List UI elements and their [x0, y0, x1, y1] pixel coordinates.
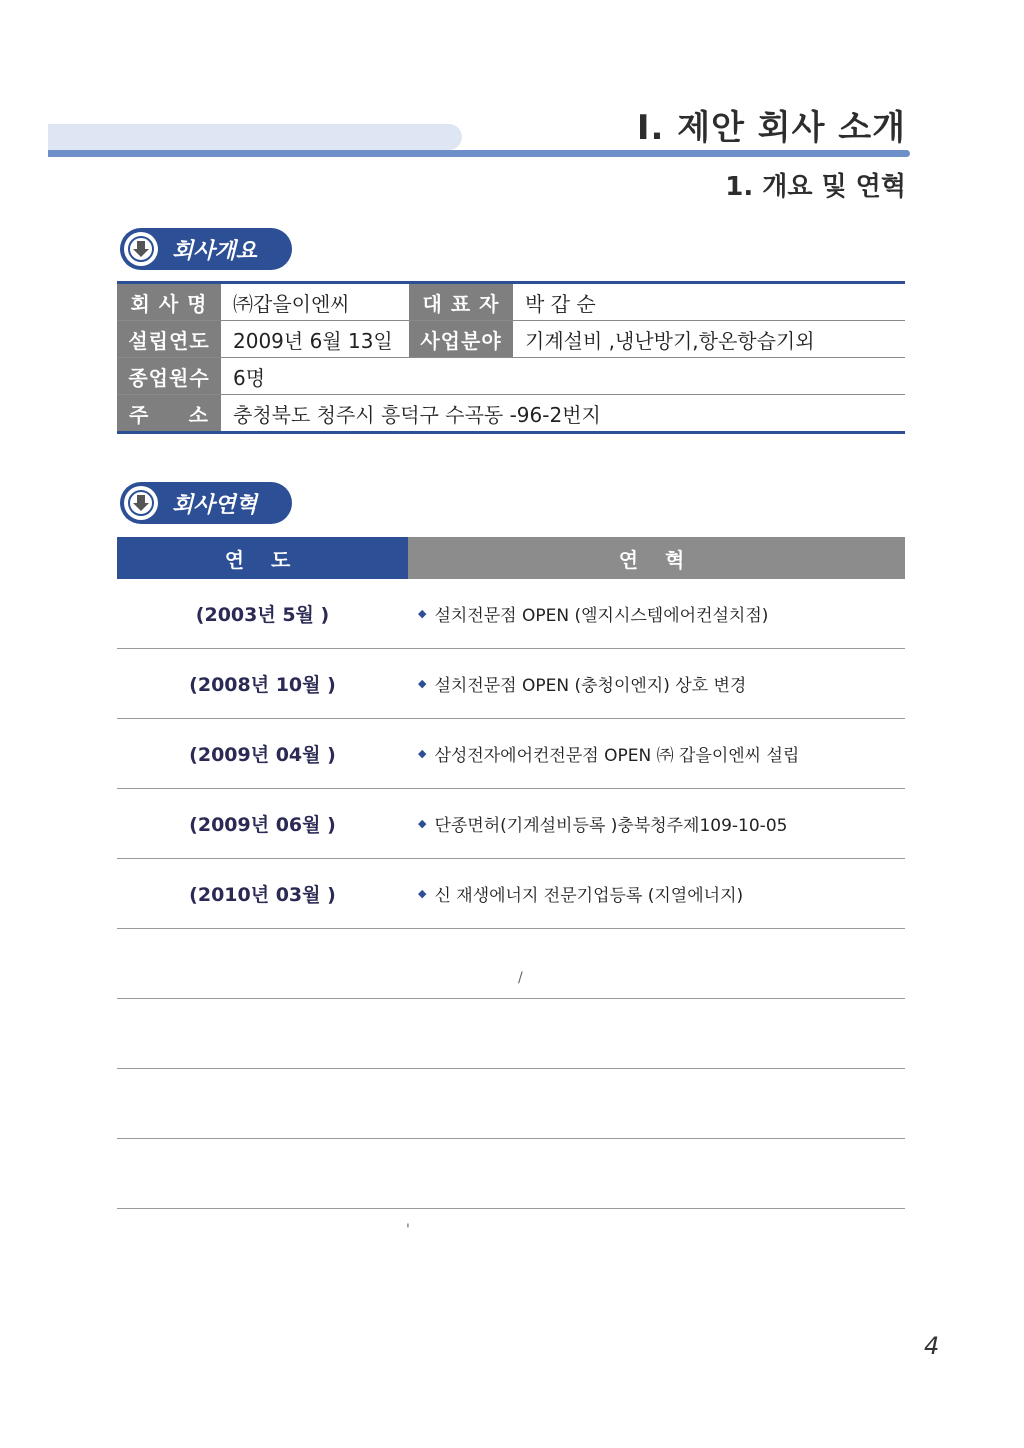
table-row [117, 719, 905, 789]
history-heading-label: 회사연혁 [172, 492, 258, 518]
table-row-empty [117, 999, 905, 1069]
overview-table [117, 281, 905, 434]
overview-row-employees [117, 358, 905, 395]
value-address: 충청북도 청주시 흥덕구 수곡동 -96-2번지 [233, 402, 601, 427]
col-year-header: 연 도 [117, 537, 408, 579]
table-row-empty [117, 929, 905, 999]
down-arrow-circle-icon [124, 232, 158, 266]
diamond-bullet-icon: ◆ [418, 677, 427, 690]
diamond-bullet-icon: ◆ [418, 817, 427, 830]
title-band-line [48, 150, 910, 157]
table-row-empty [117, 1069, 905, 1139]
diamond-bullet-icon: ◆ [418, 607, 427, 620]
label-address-b: 소 [188, 402, 209, 427]
value-founded: 2009년 6월 13일 [233, 328, 393, 353]
page-subtitle: 1. 개요 및 연혁 [725, 172, 906, 202]
history-event-text: 신 재생에너지 전문기업등록 (지열에너지) [434, 886, 744, 906]
overview-heading-label: 회사개요 [172, 238, 258, 264]
history-event-text: 설치전문점 OPEN (충청이엔지) 상호 변경 [434, 676, 747, 696]
overview-row-address [117, 395, 905, 431]
overview-row-name [117, 284, 905, 321]
table-row-empty [117, 1139, 905, 1209]
label-employees: 종업원수 [117, 358, 221, 394]
label-business: 사업분야 [409, 321, 513, 357]
overview-heading [120, 228, 292, 270]
history-event [408, 601, 905, 626]
history-year: (2008년 10월 ) [189, 674, 336, 696]
label-ceo: 대 표 자 [409, 284, 513, 320]
history-heading [120, 482, 292, 524]
diamond-bullet-icon: ◆ [418, 747, 427, 760]
value-company-name: ㈜갑을이엔씨 [233, 291, 350, 316]
diamond-bullet-icon: ◆ [418, 887, 427, 900]
history-event-text: 단종면허(기계설비등록 )충북청주제109-10-05 [434, 816, 788, 836]
col-event-header: 연 혁 [408, 537, 905, 579]
history-year: (2009년 06월 ) [189, 814, 336, 836]
history-year: (2010년 03월 ) [189, 884, 336, 906]
scan-mark: ' [406, 1222, 410, 1238]
value-employees: 6명 [233, 365, 266, 390]
value-ceo: 박 갑 순 [525, 291, 596, 316]
scan-mark: / [518, 970, 523, 986]
history-table-header [117, 537, 905, 579]
history-year: (2003년 5월 ) [195, 604, 330, 626]
history-event-text: 삼성전자에어컨전문점 OPEN ㈜ 갑을이엔씨 설립 [434, 746, 800, 766]
overview-row-founded [117, 321, 905, 358]
label-company-name: 회 사 명 [117, 284, 221, 320]
value-business: 기계설비 ,냉난방기,항온항습기외 [525, 328, 815, 353]
label-address-a: 주 [129, 402, 150, 427]
label-address [117, 395, 221, 431]
table-row [117, 789, 905, 859]
history-event-text: 설치전문점 OPEN (엘지시스템에어컨설치점) [434, 606, 769, 626]
table-row [117, 859, 905, 929]
label-founded: 설립연도 [117, 321, 221, 357]
history-table [117, 579, 905, 1209]
title-band-light [48, 124, 462, 150]
history-year: (2009년 04월 ) [189, 744, 336, 766]
table-row [117, 649, 905, 719]
table-row [117, 579, 905, 649]
down-arrow-circle-icon [124, 486, 158, 520]
page-title: Ⅰ. 제안 회사 소개 [636, 108, 906, 148]
page-number: 4 [924, 1332, 940, 1360]
history-event [408, 811, 905, 836]
history-event [408, 881, 905, 906]
history-event [408, 741, 905, 766]
history-event [408, 671, 905, 696]
